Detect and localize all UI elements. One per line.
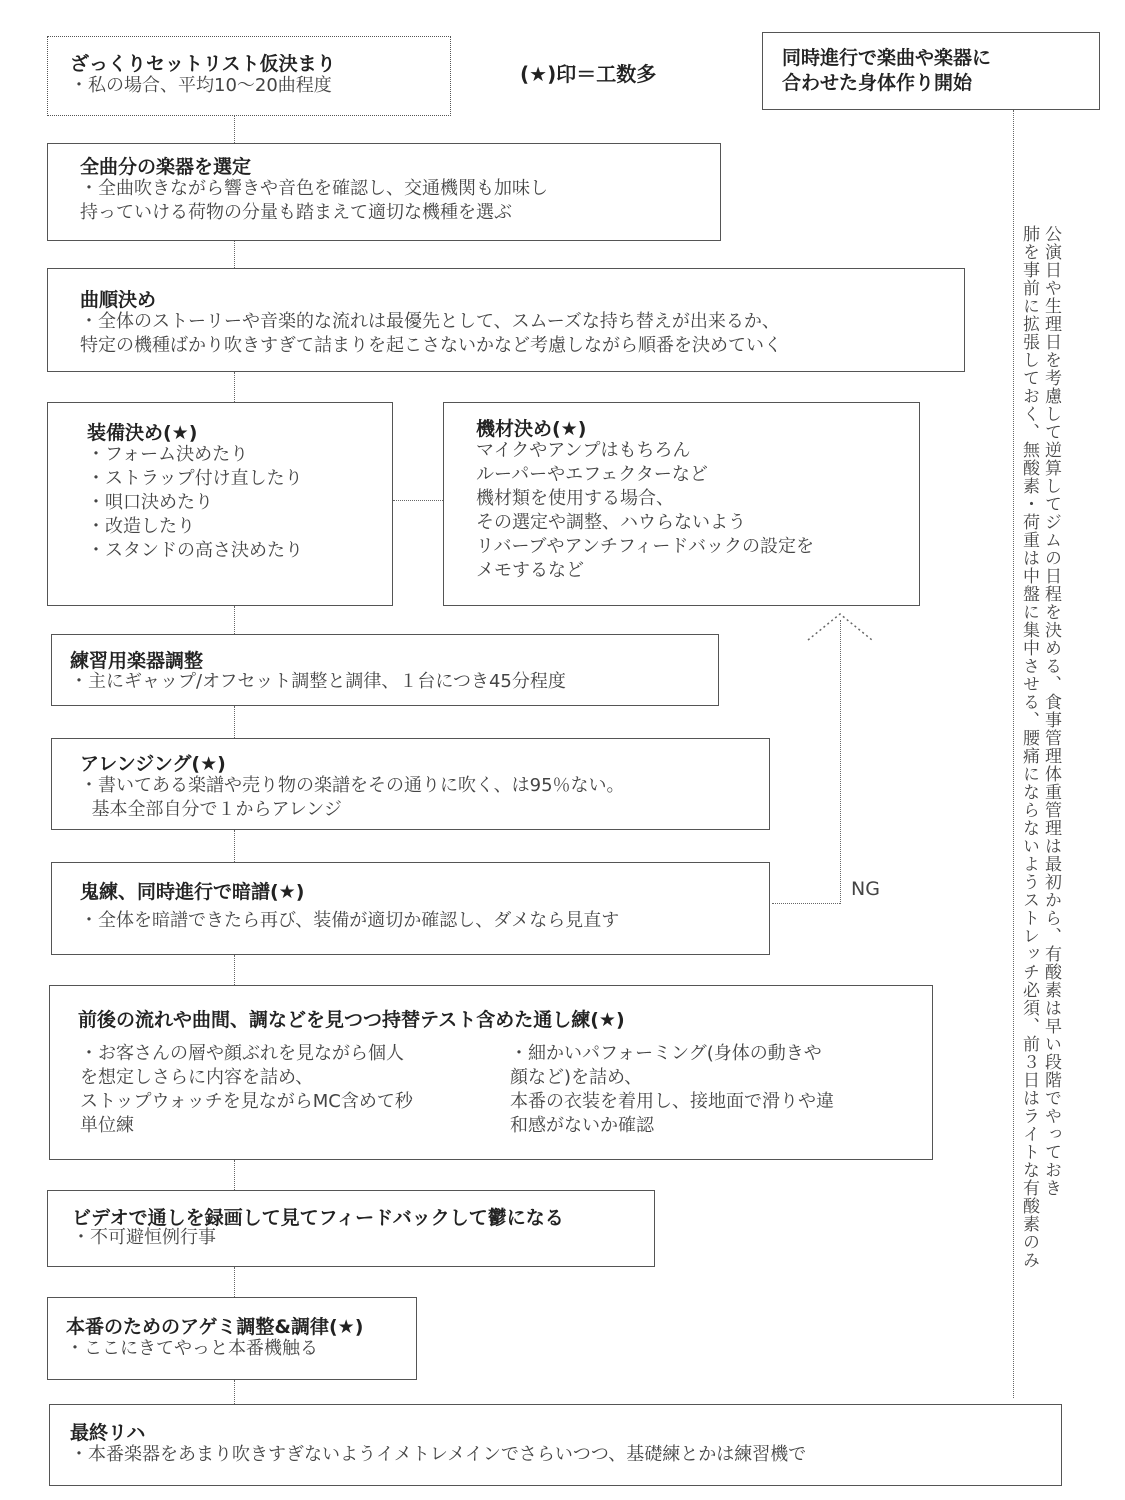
side-vertical-note-2: 肺を事前に拡張しておく、無酸素・荷重は中盤に集中させる、腰痛にならないようストレッチ必須、前３日はライトな有酸素のみ [1019,225,1039,1269]
connector [234,240,235,268]
step-memorize-title: 鬼練、同時進行で暗譜(★) [80,881,305,903]
connector [234,830,235,862]
step-final-title: 最終リハ [70,1422,146,1444]
ng-label: NG [851,878,880,900]
step-order-body: ・全体のストーリーや音楽的な流れは最優先として、スムーズな持ち替えが出来るか、 特定の機種ばかり吹きすぎて詰まりを起こさないかなど考慮しながら順番を決めていく [80,311,782,356]
step-video-body: ・不可避恒例行事 [72,1227,216,1248]
step-agemi-body: ・ここにきてやっと本番機触る [66,1338,318,1359]
step-equipment-title: 装備決め(★) [87,422,198,444]
step-order-title: 曲順決め [80,289,157,311]
step-gear-body: マイクやアンプはもちろん ルーパーやエフェクターなど 機材類を使用する場合、 その選定や調整、ハウらないよう リバーブやアンチフィードバックの設定を メモするなど [476,440,815,581]
equipment-gear-connector [393,500,443,501]
step-runthrough-body-left: ・お客さんの層や顔ぶれを見ながら個人 を想定しさらに内容を詰め、 ストップウォッチを見ながらMC含めて秒 単位練 [80,1043,413,1136]
connector [234,115,235,143]
connector [234,606,235,634]
connector [234,1380,235,1404]
side-vertical-note-1: 公演日や生理日を考慮して逆算してジムの日程を決める、食事管理体重管理は最初から、有酸素は早い段階でやっておき [1041,225,1061,1197]
step-final-body: ・本番楽器をあまり吹きすぎないようイメトレメインでさらいつつ、基礎練とかは練習機で [70,1444,807,1465]
step-instrument-title: 全曲分の楽器を選定 [80,156,252,178]
step-runthrough-body-right: ・細かいパフォーミング(身体の動きや 顔など)を詰め、 本番の衣装を着用し、接地面で滑りや違 和感がないか確認 [510,1043,834,1136]
step-runthrough-title: 前後の流れや曲間、調などを見つつ持替テスト含めた通し練(★) [78,1009,625,1031]
step-arrange-body: ・書いてある楽譜や売り物の楽譜をその通りに吹く、は95％ない。 基本全部自分で１からアレンジ [80,775,625,820]
ng-path-horizontal [772,903,840,904]
ng-path-vertical [840,620,841,904]
step-gear-title: 機材決め(★) [476,418,587,440]
step-memorize-body: ・全体を暗譜できたら再び、装備が適切か確認し、ダメなら見直す [80,910,620,931]
step-setlist-body: ・私の場合、平均10〜20曲程度 [70,75,332,96]
step-instrument-body: ・全曲吹きながら響きや音色を確認し、交通機関も加味し 持っていける荷物の分量も踏まえて適切な機種を選ぶ [80,178,548,223]
connector [234,372,235,402]
ng-arrow-head-icon [800,612,880,652]
connector [234,706,235,738]
step-video-title: ビデオで通しを録画して見てフィードバックして鬱になる [72,1207,564,1229]
connector [234,1267,235,1297]
connector [234,1160,235,1190]
step-equipment-body: ・フォーム決めたり ・ストラップ付け直したり ・唄口決めたり ・改造したり ・スタンドの高さ決めたり [87,444,303,561]
step-agemi-title: 本番のためのアゲミ調整&調律(★) [66,1316,364,1338]
connector [234,955,235,985]
side-connector [1013,110,1014,1398]
step-practice-adjust-body: ・主にギャップ/オフセット調整と調律、１台につき45分程度 [70,671,566,692]
legend: (★)印＝工数多 [520,62,657,86]
side-body-prep-title: 同時進行で楽曲や楽器に 合わせた身体作り開始 [782,47,992,94]
step-practice-adjust-title: 練習用楽器調整 [70,650,204,672]
step-setlist-title: ざっくりセットリスト仮決まり [70,53,336,75]
step-arrange-title: アレンジング(★) [80,753,226,775]
